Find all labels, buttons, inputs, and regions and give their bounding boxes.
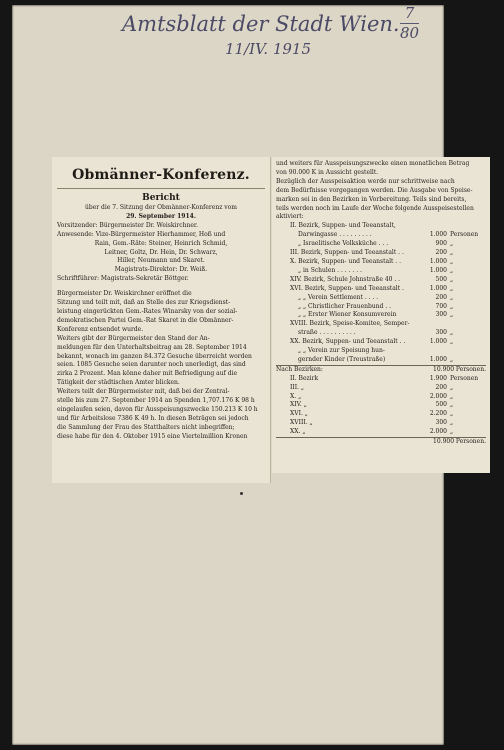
intro-line: von 90.000 K in Aussicht gestellt. [276, 168, 379, 176]
station-row: X. Bezirk, Suppen- und Teeanstalt . . 1.000 „ [290, 257, 454, 265]
by-district-header: Nach Bezirken: 10.900 Personen. [276, 365, 486, 373]
meta-line: Leitner, Goltz, Dr. Hein, Dr. Schwarz, [104, 248, 218, 256]
grand-total-row: 10.900 Personen. [276, 437, 486, 447]
station-row: „ „ Verein zur Speisung hun- [298, 347, 385, 355]
body-line: Weiters teilt der Bürgermeister mit, daß bei der Zentral- [57, 388, 230, 396]
clipping-right-column [272, 157, 490, 473]
intro-line: dem Bedürfnisse vorgegangen werden. Die Ausgabe von Speise- [276, 186, 473, 194]
body-line: bekannt, wonach im ganzen 84.372 Gesuche überreicht worden [57, 352, 252, 360]
district-row: XIV. „ 500 „ [290, 401, 454, 409]
body-line: Bürgermeister Dr. Weiskirchner eröffnet die [57, 290, 192, 298]
station-row: Darwingasse . . . . . . . . . 1.000 Personen [298, 231, 479, 239]
district-row: X. „ 2.000 „ [290, 392, 454, 400]
body-line: demokratischen Partei Gem.-Rat Skaret in die Obmänner- [57, 316, 234, 324]
station-row: XIV. Bezirk, Schule Johnstraße 40 . . 500 „ [290, 275, 454, 283]
meta-line: Rain, Gem.-Räte: Steiner, Heinrich Schmid, [94, 239, 228, 247]
article-title: Obmänner-Konferenz. [72, 167, 250, 183]
intro-line: und weiters für Ausspeisungszwecke einen monatlichen Betrag [276, 160, 470, 167]
district-list [276, 375, 486, 437]
meta-line: Vorsitzender: Bürgermeister Dr. Weiskirchner. [57, 221, 199, 229]
body-line: Tätigkeit der städtischen Ämter blicken. [57, 379, 180, 387]
title-rule [57, 188, 265, 189]
body-line: eingelaufen seien, davon für Ausspeisungszwecke 150.213 K 10 h [57, 405, 258, 413]
intro-line: marken sei in den Bezirken in Vorbereitung. Teils sind bereits, [276, 195, 467, 203]
body-line: und für Arbeitslose 7386 K 49 h. In diesen Beträgen sei jedoch [57, 414, 249, 422]
body-line: Konferenz entsendet wurde. [57, 325, 144, 333]
station-row: „ „ Erster Wiener Konsumverein 300 „ [298, 311, 454, 319]
meta-line: Hiller, Neumann und Skaret. [117, 257, 205, 265]
ink-dot [240, 492, 243, 495]
handwritten-source-note: Amtsblatt der Stadt Wien. [122, 12, 400, 36]
station-row: „ „ Verein Settlement . . . . 200 „ [298, 293, 454, 301]
body-line: seien. 1085 Gesuche seien darunter noch unerledigt, das sind [57, 361, 246, 369]
district-row: XVIII. „ 300 „ [290, 419, 454, 427]
station-row: „ Israelitische Volksküche . . . 900 „ [298, 240, 454, 248]
station-row: gernder Kinder (Treustraße) 1.000 „ [298, 355, 454, 363]
number-top: 7 [404, 4, 415, 22]
intro-line: aktiviert: [276, 213, 304, 221]
station-row: II. Bezirk, Suppen- und Teeanstalt, [290, 222, 396, 230]
station-row: XVI. Bezirk, Suppen- und Teeanstalt . 1.000 „ [290, 284, 454, 292]
body-line: Sitzung und teilt mit, daß an Stelle des zur Kriegsdienst- [57, 299, 231, 307]
body-line: diese habe für den 4. Oktober 1915 eine Viertelmillion Kronen [57, 432, 248, 440]
station-row: straße . . . . . . . . . . 300 „ [298, 329, 454, 337]
district-row: XVI. „ 2.200 „ [290, 410, 454, 418]
district-row: XX. „ 2.000 „ [290, 428, 454, 436]
meta-line: 29. September 1914. [126, 212, 196, 220]
handwritten-date: 11/IV. 1915 [225, 40, 311, 58]
body-line: meldungen für den Unterhaltsbeitrag am 28. September 1914 [57, 343, 247, 351]
meta-line: Schriftführer: Magistrats-Sekretär Böttger. [57, 275, 189, 283]
body-line: stelle bis zum 27. September 1914 an Spenden 1,707.176 K 98 h [57, 397, 255, 405]
body-line: Weiters gibt der Bürgermeister den Stand der An- [57, 334, 210, 342]
district-row: II. Bezirk 1.900 Personen [290, 374, 479, 382]
station-row: XVIII. Bezirk, Speise-Komitee, Semper- [290, 320, 410, 328]
intro-line: teils werden noch im Laufe der Woche folgende Ausspeisestellen [276, 204, 474, 212]
body-line: die Sammlung der Frau des Statthalters nicht inbegriffen; [57, 423, 235, 431]
station-row: „ „ Christlicher Frauenbund . . 700 „ [298, 302, 454, 310]
station-row: XX. Bezirk, Suppen- und Teeanstalt . . 1.000 „ [290, 338, 454, 346]
station-row: III. Bezirk, Suppen- und Teeanstalt . . 200 „ [290, 249, 454, 257]
district-row: III. „ 200 „ [290, 383, 454, 391]
intro-line: Bezüglich der Ausspeisaktion werde nur schrittweise nach [276, 177, 455, 185]
handwritten-number [400, 5, 419, 42]
body-line: zirka 2 Prozent. Man könne daher mit Befriedigung auf die [57, 370, 238, 378]
meta-line: über die 7. Sitzung der Obmänner-Konferenz vom [85, 204, 237, 211]
report-heading: Bericht [142, 193, 180, 203]
number-bottom: 80 [400, 24, 420, 42]
body-line: leistung eingerückten Gem.-Rates Winarsky von der sozial- [57, 307, 238, 315]
meta-line: Magistrats-Direktor: Dr. Weiß. [114, 266, 208, 274]
clipping-left-column [52, 157, 271, 483]
meta-line: Anwesende: Vize-Bürgermeister Hierhammer, Hoß und [57, 230, 226, 238]
station-list [276, 222, 486, 365]
station-row: „ in Schulen . . . . . . . 1.000 „ [298, 266, 454, 274]
